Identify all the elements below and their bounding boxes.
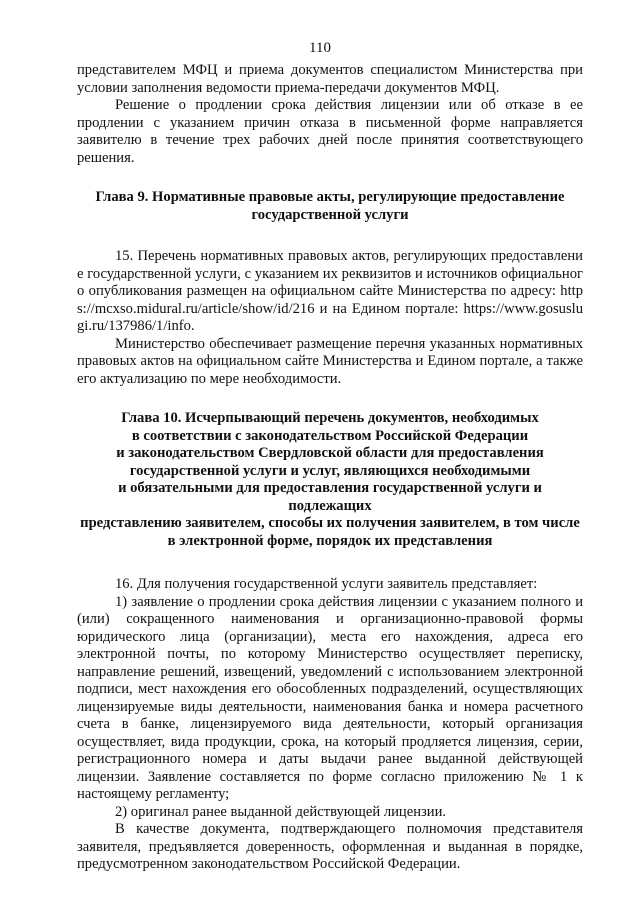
chapter-10-title-line-7: в электронной форме, порядок их представления	[167, 532, 493, 549]
chapter-10-paragraph-2: 1) заявление о продлении срока действия лицензии с указанием полного и (или) сокращенного наименования и организационно-правовой формы юридического лица (организации), места его нахождения, адреса его электронной почты, по которому Министерство осуществляет переписку, направление решений, извещений, уведомлений с использованием электронной подписи, мест нахождения его обособленных подразделений, осуществляющих лицензируемые виды деятельности, наименования банка и номера расчетного счета в банке, лицензируемого вида деятельности, который организация осуществляет, вида продукции, срока, на который продляется лицензия, серии, регистрационного номера и даты выдачи ранее выданной действующей лицензии. Заявление составляется по форме согласно приложению № 1 к настоящему регламенту;	[77, 593, 583, 802]
chapter-9-heading	[77, 189, 583, 224]
chapter-10-paragraph-1: 16. Для получения государственной услуги заявитель представляет:	[115, 576, 538, 592]
page-number: 110	[309, 40, 331, 56]
chapter-9-title-line-2: государственной услуги	[251, 206, 409, 223]
chapter-10-paragraph-3: 2) оригинал ранее выданной действующей лицензии.	[115, 803, 447, 820]
chapter-10-title-line-4: государственной услуги и услуг, являющихся необходимыми	[129, 462, 531, 479]
chapter-10-title-line-6: представлению заявителем, способы их получения заявителем, в том числе	[80, 515, 580, 531]
intro-paragraph-1: представителем МФЦ и приема документов специалистом Министерства при условии заполнения ведомости приема-передачи документов МФЦ.	[77, 62, 583, 96]
chapter-10-title-line-1: Глава 10. Исчерпывающий перечень документов, необходимых	[121, 410, 539, 426]
chapter-9-title-line-1: Глава 9. Нормативные правовые акты, регулирующие предоставление	[95, 189, 565, 205]
chapter-10-title-line-2: в соответствии с законодательством Российской Федерации	[131, 427, 529, 444]
chapter-10-title-line-5: и обязательными для предоставления государственной услуги и подлежащих	[118, 480, 542, 514]
page-content	[77, 62, 583, 874]
chapter-10-heading	[77, 410, 583, 550]
intro-paragraph-2: Решение о продлении срока действия лицензии или об отказе в ее продлении с указанием причин отказа в письменной форме направляется заявителю в течение трех рабочих дней после принятия соответствующего решения.	[77, 97, 583, 166]
chapter-9-paragraph-2: Министерство обеспечивает размещение перечня указанных нормативных правовых актов на официальном сайте Министерства и Едином портале, а также его актуализацию по мере необходимости.	[77, 335, 583, 387]
chapter-10-title-line-3: и законодательством Свердловской области для предоставления	[116, 445, 544, 461]
chapter-9-paragraph-1: 15. Перечень нормативных правовых актов, регулирующих предоставление государственной услуги, с указанием их реквизитов и источников официального опубликования размещен на официальном сайте Министерства по адресу: https://mcxso.midural.ru/article/show/id/216 и на Едином портале: https://www.gosuslugi.ru/137986/1/info.	[77, 248, 583, 334]
chapter-10-paragraph-4: В качестве документа, подтверждающего полномочия представителя заявителя, предъявляется доверенность, оформленная и выданная в порядке, предусмотренном законодательством Российской Федерации.	[77, 821, 583, 872]
